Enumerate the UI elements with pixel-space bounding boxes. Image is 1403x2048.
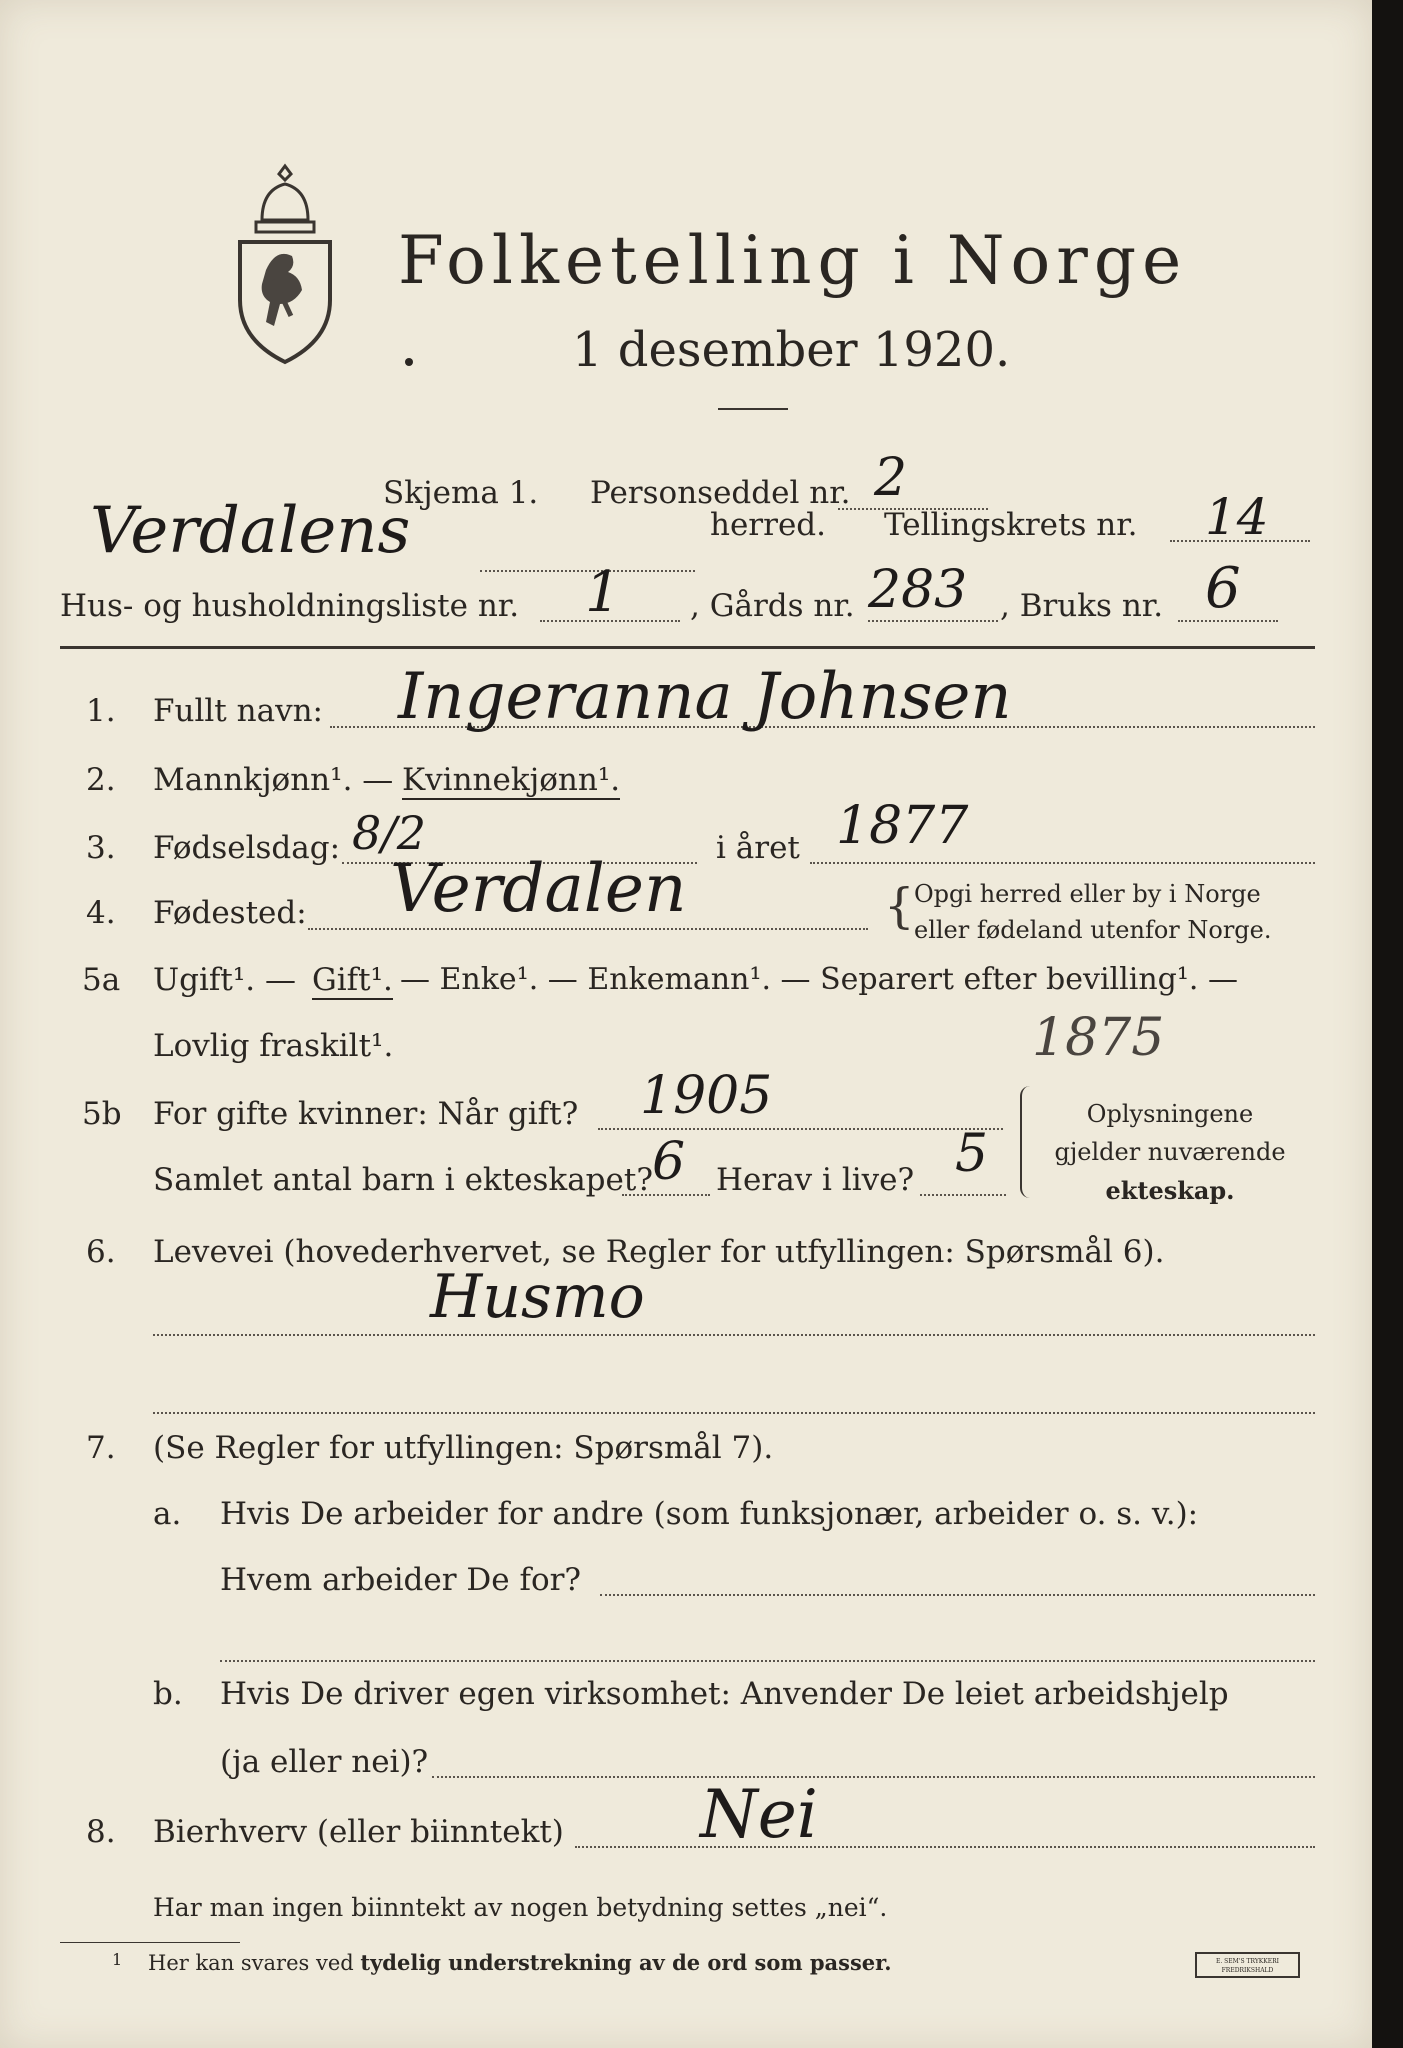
q5b-children-value: 6: [652, 1132, 686, 1192]
q3-year-line: [810, 862, 1315, 864]
skjema-label: Skjema 1.: [383, 475, 539, 511]
bruks-label: , Bruks nr.: [1000, 588, 1164, 624]
gards-label: , Gårds nr.: [690, 588, 855, 624]
q8-number: 8.: [86, 1814, 116, 1850]
husliste-value: 1: [585, 560, 621, 625]
q5a-number: 5a: [82, 962, 121, 998]
q2-female-label: Kvinnekjønn¹.: [402, 762, 621, 798]
q5b-number: 5b: [82, 1096, 122, 1132]
q3-number: 3.: [86, 830, 116, 866]
q5b-note-brace: [1020, 1086, 1032, 1198]
footnote-divider: [60, 1942, 240, 1943]
q7-label: (Se Regler for utfyllingen: Spørsmål 7).: [153, 1430, 774, 1466]
q5b-children-label: Samlet antal barn i ekteskapet?: [153, 1162, 653, 1198]
q6-line2: [153, 1412, 1315, 1414]
personseddel-value: 2: [874, 448, 908, 508]
footnote-text: [148, 1950, 892, 1975]
q1-value: Ingeranna Johnsen: [398, 660, 1012, 734]
footnote-mark: 1: [112, 1950, 123, 1969]
q6-value: Husmo: [430, 1262, 645, 1332]
gards-line: [868, 620, 998, 622]
gards-value: 283: [868, 560, 968, 620]
q5a-margin-note: 1875: [1032, 1008, 1165, 1068]
q2-number: 2.: [86, 762, 116, 798]
q2-male-label: Mannkjønn¹. —: [153, 762, 394, 798]
q5b-line: [598, 1128, 1003, 1130]
husliste-label: Hus- og husholdningsliste nr.: [60, 588, 520, 624]
q6-line1: [153, 1334, 1315, 1336]
personseddel-label: Personseddel nr.: [590, 475, 851, 511]
q7b-line2-label: (ja eller nei)?: [220, 1744, 429, 1780]
header-divider: [60, 646, 1315, 649]
printer-stamp: [1195, 1952, 1300, 1978]
q5a-rest: — Enke¹. — Enkemann¹. — Separert efter bevilling¹. —: [400, 962, 1238, 997]
printer-stamp-line2: FREDRIKSHALD: [1221, 1967, 1274, 1974]
q4-note-line2: eller fødeland utenfor Norge.: [914, 916, 1272, 944]
q5b-alive-label: Herav i live?: [716, 1162, 915, 1198]
q5b-note-line1: Oplysningene: [1086, 1100, 1254, 1128]
herred-value: Verdalens: [90, 494, 411, 568]
q8-value: Nei: [700, 1776, 818, 1853]
printer-stamp-line1: E. SEM'S TRYKKERI: [1215, 1958, 1280, 1965]
q5a-ugift: Ugift¹. —: [153, 962, 296, 998]
q1-number: 1.: [86, 693, 116, 729]
herred-label: herred.: [710, 507, 826, 543]
bruks-value: 6: [1205, 556, 1241, 621]
q7b-line: [432, 1776, 1315, 1778]
q4-line: [308, 928, 868, 930]
q5b-value: 1905: [640, 1066, 773, 1126]
q7b-letter: b.: [153, 1676, 183, 1712]
q7a-line2: [220, 1660, 1315, 1662]
q7a-line1: [600, 1594, 1315, 1596]
q5b-children-line: [622, 1194, 710, 1196]
q5a-gift: Gift¹.: [312, 962, 393, 998]
q7-number: 7.: [86, 1430, 116, 1466]
title-divider: [718, 408, 788, 410]
q5b-alive-value: 5: [955, 1124, 989, 1184]
q6-label: Levevei (hovederhvervet, se Regler for utfyllingen: Spørsmål 6).: [153, 1234, 1165, 1270]
q5b-note-line3: ekteskap.: [1105, 1176, 1235, 1205]
form-title: Folketelling i Norge: [398, 222, 1188, 299]
q7a-line2-label: Hvem arbeider De for?: [220, 1562, 582, 1598]
q7b-label: Hvis De driver egen virksomhet: Anvender De leiet arbeidshjelp: [220, 1676, 1229, 1712]
q1-label: Fullt navn:: [153, 693, 323, 729]
q3-label: Fødselsdag:: [153, 830, 341, 866]
q8-label: Bierhverv (eller biinntekt): [153, 1814, 564, 1850]
q5b-alive-line: [920, 1194, 1006, 1196]
census-date: 1 desember 1920.: [572, 322, 1011, 378]
q4-note-brace: {: [884, 878, 915, 934]
tellingskrets-value: 14: [1205, 488, 1269, 546]
footer-note: Har man ingen biinntekt av nogen betydning settes „nei“.: [153, 1893, 888, 1922]
q5b-note-line2: gjelder nuværende: [1054, 1138, 1286, 1166]
q5a-line2: Lovlig fraskilt¹.: [153, 1028, 394, 1064]
footnote-bold: tydelig understrekning av de ord som passer.: [360, 1950, 892, 1975]
q4-label: Fødested:: [153, 895, 307, 931]
title-bullet: [405, 358, 413, 366]
norwegian-coat-of-arms-icon: [226, 160, 344, 370]
q7a-letter: a.: [153, 1496, 182, 1532]
q3-day-value: 8/2: [352, 806, 427, 860]
q5b-label: For gifte kvinner: Når gift?: [153, 1096, 579, 1132]
q6-number: 6.: [86, 1234, 116, 1270]
q7a-label: Hvis De arbeider for andre (som funksjonær, arbeider o. s. v.):: [220, 1496, 1199, 1532]
footnote-pre: Her kan svares ved: [148, 1951, 354, 1975]
q4-note-line1: Opgi herred eller by i Norge: [914, 880, 1261, 908]
tellingskrets-label: Tellingskrets nr.: [884, 507, 1138, 543]
q8-line: [575, 1846, 1315, 1848]
q4-value: Verdalen: [390, 850, 687, 927]
q4-number: 4.: [86, 895, 116, 931]
q3-year-value: 1877: [836, 796, 969, 856]
q3-year-label: i året: [716, 830, 800, 866]
